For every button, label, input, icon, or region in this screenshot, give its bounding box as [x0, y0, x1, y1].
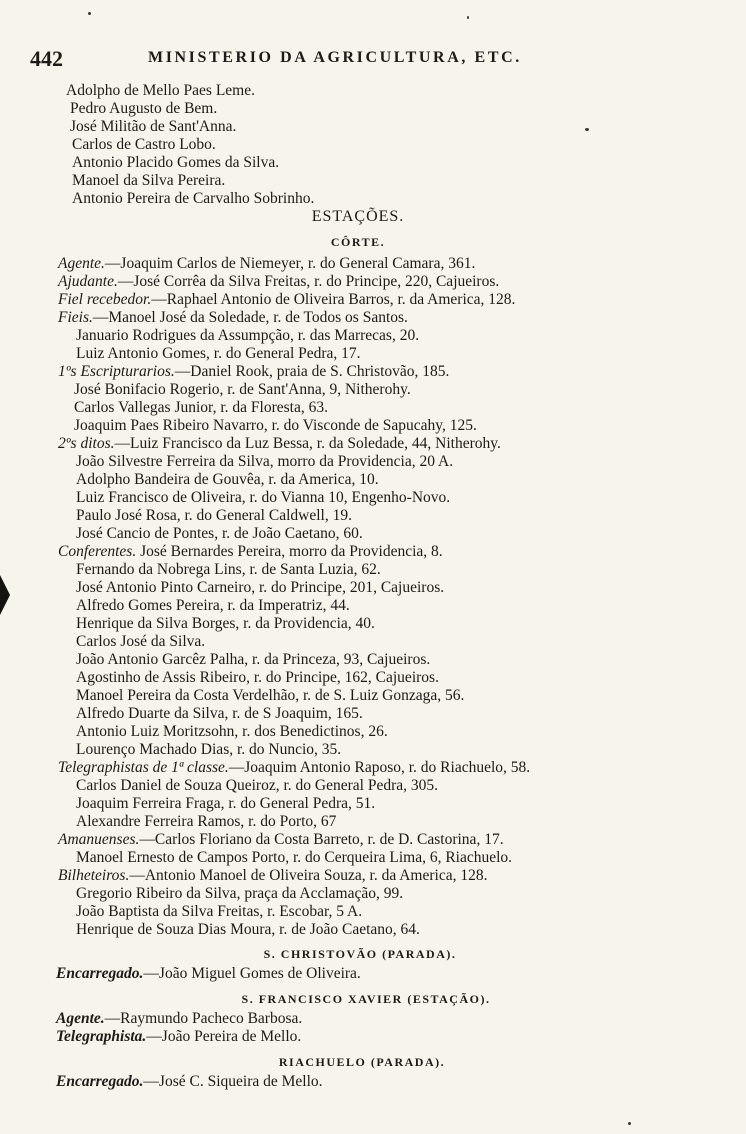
entry-line — [58, 435, 501, 453]
entry-role: Bilheteiros. — [58, 867, 130, 884]
entry-role: 1ºs Escripturarios. — [58, 363, 175, 380]
top-name: José Militão de Sant'Anna. — [70, 118, 237, 135]
entry-text: —José Corrêa da Silva Freitas, r. do Principe, 220, Cajueiros. — [117, 273, 500, 290]
entry-line: Luiz Francisco de Oliveira, r. do Vianna 10, Engenho-Novo. — [76, 489, 451, 506]
entry-line — [58, 543, 443, 561]
entry-role: Fieis. — [58, 309, 93, 326]
entry-line: João Baptista da Silva Freitas, r. Escobar, 5 A. — [76, 903, 363, 920]
entry-line: Gregorio Ribeiro da Silva, praça da Acclamação, 99. — [76, 885, 404, 902]
station-heading-sao-francisco: S. FRANCISCO XAVIER (ESTAÇÃO). — [241, 992, 491, 1006]
entry-line: Joaquim Ferreira Fraga, r. do General Pedra, 51. — [76, 795, 376, 812]
entry-line — [56, 1073, 323, 1091]
entry-text: —João Miguel Gomes de Oliveira. — [143, 965, 361, 982]
entry-line — [56, 1010, 302, 1028]
entry-line: Manoel Ernesto de Campos Porto, r. do Cerqueira Lima, 6, Riachuelo. — [76, 849, 513, 866]
entry-role: Fiel recebedor. — [58, 291, 152, 308]
entry-role: Telegraphista. — [56, 1028, 147, 1045]
entry-line: Carlos José da Silva. — [76, 633, 206, 650]
entry-role: Conferentes. — [58, 543, 137, 560]
entry-text: —Raphael Antonio de Oliveira Barros, r. da America, 128. — [151, 291, 516, 308]
top-name: Antonio Placido Gomes da Silva. — [72, 154, 280, 171]
top-name: Manoel da Silva Pereira. — [72, 172, 226, 189]
entry-text: —Luiz Francisco da Luz Bessa, r. da Soledade, 44, Nitherohy. — [114, 435, 501, 452]
entry-role: Agente. — [58, 255, 105, 272]
entry-line: Luiz Antonio Gomes, r. do General Pedra, 17. — [76, 345, 361, 362]
entry-line — [58, 309, 408, 327]
entry-line — [56, 1028, 301, 1046]
page-number: 442 — [30, 46, 63, 71]
entry-line — [58, 273, 499, 291]
entry-line: Agostinho de Assis Ribeiro, r. do Principe, 162, Cajueiros. — [76, 669, 439, 686]
print-speck — [88, 12, 91, 15]
entry-line: Adolpho Bandeira de Gouvêa, r. da America, 10. — [76, 471, 379, 488]
top-name: Adolpho de Mello Paes Leme. — [66, 82, 255, 99]
entry-text: —José C. Siqueira de Mello. — [143, 1073, 323, 1090]
entry-role: Telegraphistas de 1ª classe. — [58, 759, 229, 776]
top-name: Pedro Augusto de Bem. — [70, 100, 218, 117]
print-speck — [467, 16, 469, 19]
entry-line: José Antonio Pinto Carneiro, r. do Principe, 201, Cajueiros. — [76, 579, 445, 596]
entry-line: Januario Rodrigues da Assumpção, r. das Marrecas, 20. — [76, 327, 420, 344]
section-title: ESTAÇÕES. — [311, 208, 405, 225]
entry-role: Amanuenses. — [58, 831, 140, 848]
print-speck — [628, 1122, 631, 1125]
entry-text: —Carlos Floriano da Costa Barreto, r. de D. Castorina, 17. — [139, 831, 504, 848]
entry-line: Alexandre Ferreira Ramos, r. do Porto, 67 — [76, 813, 337, 830]
entry-line — [58, 255, 475, 273]
entry-line: Henrique da Silva Borges, r. da Providencia, 40. — [76, 615, 375, 632]
print-speck — [585, 128, 589, 131]
entry-line — [56, 965, 361, 983]
entry-line — [58, 759, 530, 777]
entry-line: Henrique de Souza Dias Moura, r. de João Caetano, 64. — [76, 921, 420, 938]
station-heading-corte: CÔRTE. — [330, 235, 386, 249]
entry-role: Ajudante. — [58, 273, 118, 290]
entry-line: João Antonio Garcêz Palha, r. da Princeza, 93, Cajueiros. — [76, 651, 431, 668]
entry-line — [58, 867, 487, 885]
entry-role: Encarregado. — [56, 965, 144, 982]
entry-line: José Bonifacio Rogerio, r. de Sant'Anna, 9, Nitherohy. — [74, 381, 411, 398]
entry-line: Manoel Pereira da Costa Verdelhão, r. de S. Luiz Gonzaga, 56. — [76, 687, 465, 704]
entry-text: —Antonio Manoel de Oliveira Souza, r. da America, 128. — [129, 867, 488, 884]
entry-line: Carlos Vallegas Junior, r. da Floresta, 63. — [74, 399, 328, 416]
entry-line: Lourenço Machado Dias, r. do Nuncio, 35. — [76, 741, 342, 758]
entry-line: Antonio Luiz Moritzsohn, r. dos Benedictinos, 26. — [76, 723, 388, 740]
entry-text: —João Pereira de Mello. — [146, 1028, 302, 1045]
entry-text: —Joaquim Antonio Raposo, r. do Riachuelo, 58. — [228, 759, 531, 776]
entry-line: Paulo José Rosa, r. do General Caldwell, 19. — [76, 507, 352, 524]
entry-line: Alfredo Duarte da Silva, r. de S Joaquim, 165. — [76, 705, 363, 722]
top-name: Carlos de Castro Lobo. — [72, 136, 216, 153]
entry-text: José Bernardes Pereira, morro da Providencia, 8. — [136, 543, 443, 560]
entry-text: —Raymundo Pacheco Barbosa. — [104, 1010, 303, 1027]
entry-text: —Manoel José da Soledade, r. de Todos os Santos. — [92, 309, 408, 326]
station-heading-riachuelo: RIACHUELO (PARADA). — [278, 1055, 446, 1069]
entry-line: Alfredo Gomes Pereira, r. da Imperatriz, 44. — [76, 597, 350, 614]
entry-role: Agente. — [56, 1010, 105, 1027]
entry-line: Joaquim Paes Ribeiro Navarro, r. do Visconde de Sapucahy, 125. — [74, 417, 477, 434]
entry-text: —Daniel Rook, praia de S. Christovão, 185. — [174, 363, 450, 380]
binding-edge-mark — [0, 575, 10, 615]
entry-role: 2ºs ditos. — [58, 435, 115, 452]
entry-line: Carlos Daniel de Souza Queiroz, r. do General Pedra, 305. — [76, 777, 438, 794]
top-name: Antonio Pereira de Carvalho Sobrinho. — [72, 190, 315, 207]
entry-text: —Joaquim Carlos de Niemeyer, r. do General Camara, 361. — [104, 255, 476, 272]
page-header — [30, 46, 590, 74]
entry-line: José Cancio de Pontes, r. de João Caetano, 60. — [76, 525, 363, 542]
entry-line — [58, 291, 515, 309]
entry-line: João Silvestre Ferreira da Silva, morro da Providencia, 20 A. — [76, 453, 454, 470]
entry-role: Encarregado. — [56, 1073, 144, 1090]
entry-line — [58, 363, 449, 381]
running-title: MINISTERIO DA AGRICULTURA, ETC. — [148, 49, 522, 66]
entry-line: Fernando da Nobrega Lins, r. de Santa Luzia, 62. — [76, 561, 381, 578]
station-heading-sao-christovao: S. CHRISTOVÃO (PARADA). — [263, 947, 457, 961]
entry-line — [58, 831, 504, 849]
